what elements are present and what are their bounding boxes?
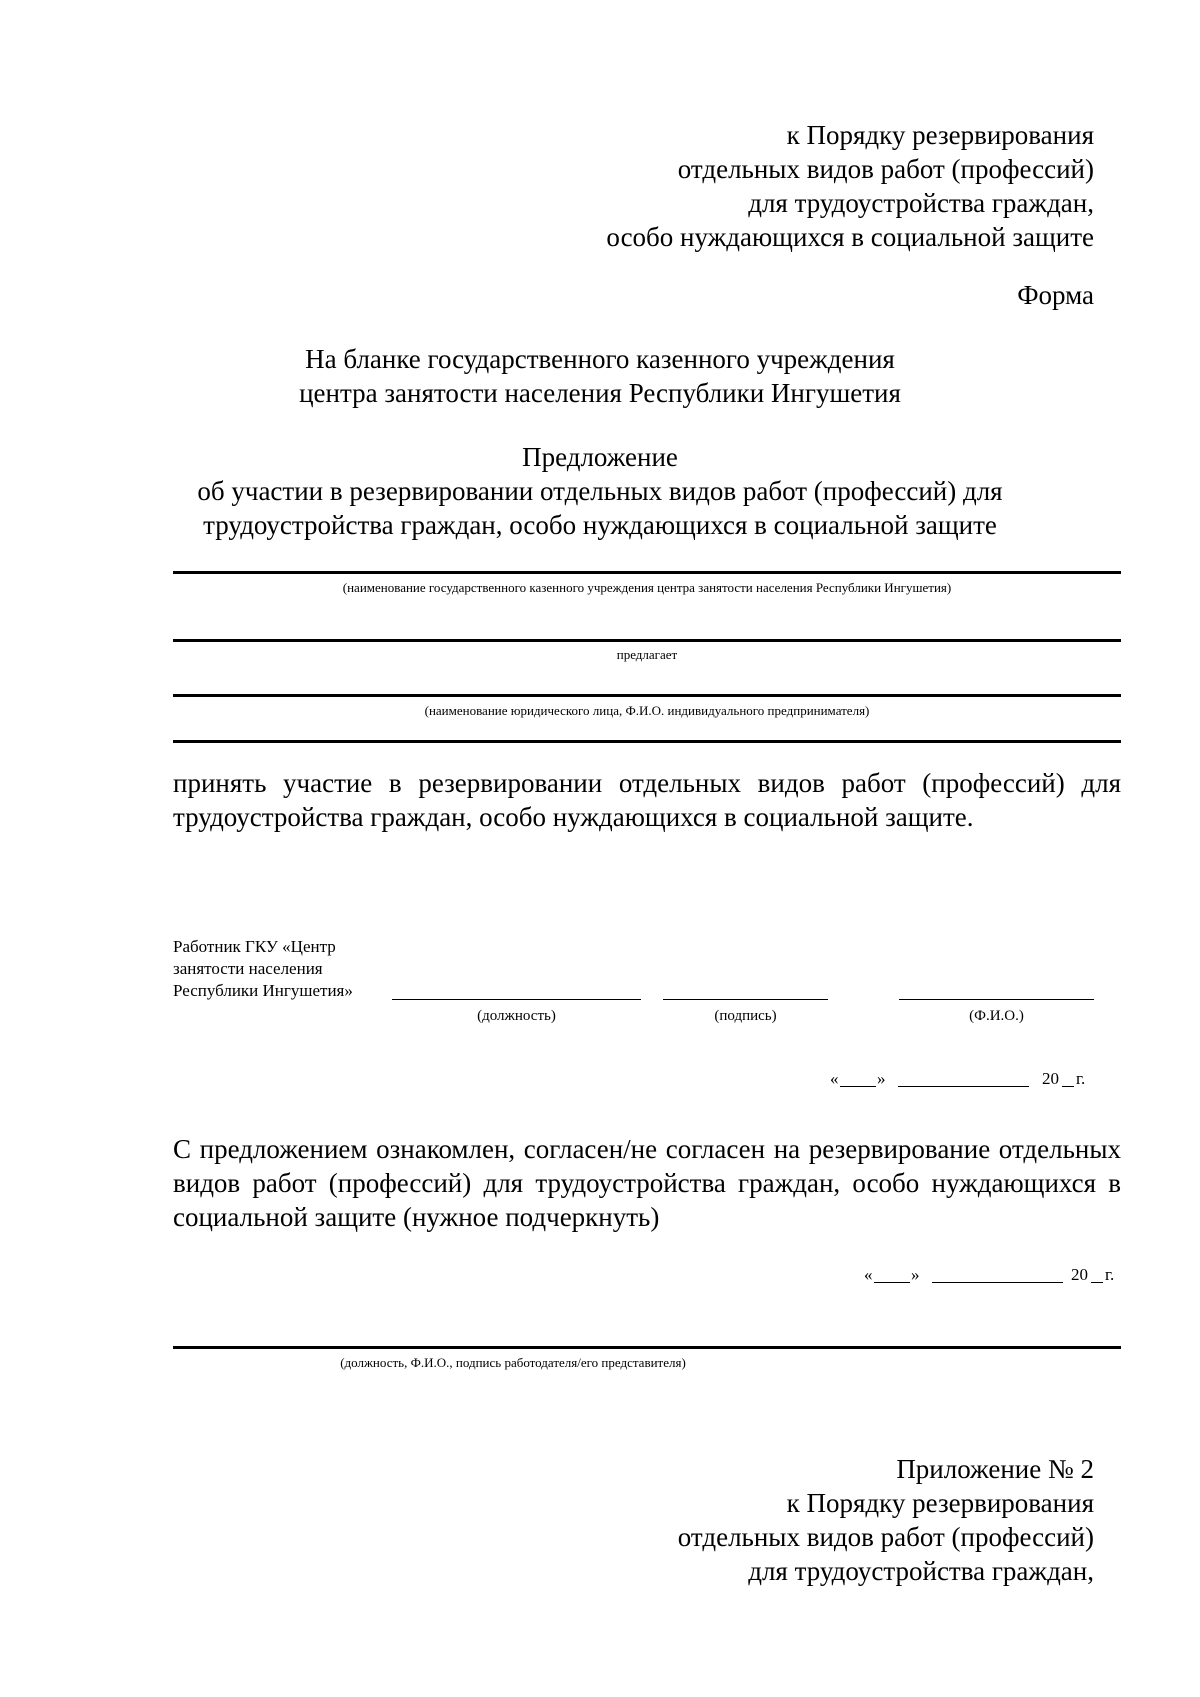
employer-name-line-2[interactable]	[173, 740, 1121, 743]
appendix-header	[394, 1452, 1094, 1588]
caption-name: (Ф.И.О.)	[969, 1008, 1024, 1024]
caption-institution: (наименование государственного казенного учреждения центра занятости населения Республики Ингушетия)	[342, 580, 952, 595]
date-close-quote: »	[877, 1069, 886, 1088]
year-blank[interactable]	[1062, 1086, 1074, 1087]
year-suffix: г.	[1105, 1265, 1115, 1284]
caption-employer-signature: (должность, Ф.И.О., подпись работодателя/его представителя)	[340, 1355, 686, 1370]
institution-name-line-2[interactable]	[173, 639, 1121, 642]
caption-signature: (подпись)	[714, 1008, 777, 1024]
header-line: особо нуждающихся в социальной защите	[606, 222, 1094, 252]
institution-name-line[interactable]	[173, 571, 1121, 574]
offer-paragraph: принять участие в резервировании отдельных видов работ (профессий) для трудоустройства граждан, особо нуждающихся в социальной защите.	[173, 768, 1121, 832]
year-prefix: 20	[1071, 1265, 1088, 1284]
appendix-title: Приложение № 2	[896, 1454, 1094, 1484]
worker-line: Республики Ингушетия»	[173, 981, 353, 1000]
year-suffix: г.	[1076, 1069, 1086, 1088]
appendix-line: отдельных видов работ (профессий)	[677, 1522, 1094, 1552]
day-blank[interactable]	[840, 1086, 876, 1087]
caption-offers: предлагает	[616, 647, 678, 662]
appendix-line: к Порядку резервирования	[786, 1488, 1094, 1518]
worker-line: Работник ГКУ «Центр	[173, 937, 336, 956]
letterhead-note	[170, 342, 1030, 410]
date-open-quote: «	[864, 1265, 873, 1284]
header-line: для трудоустройства граждан,	[748, 188, 1094, 218]
form-label: Форма	[1017, 280, 1094, 310]
date-field-2	[864, 1264, 1164, 1288]
date-close-quote: »	[911, 1265, 920, 1284]
title-line: об участии в резервировании отдельных видов работ (профессий) для	[197, 476, 1003, 506]
title-heading: Предложение	[522, 442, 678, 472]
letterhead-line: На бланке государственного казенного учреждения	[305, 344, 895, 374]
title-line: трудоустройства граждан, особо нуждающихся в социальной защите	[203, 510, 997, 540]
position-line[interactable]	[392, 999, 641, 1000]
caption-position: (должность)	[477, 1008, 556, 1024]
worker-label	[173, 936, 413, 1002]
header-line: к Порядку резервирования	[786, 120, 1094, 150]
appendix-line: для трудоустройства граждан,	[748, 1556, 1094, 1586]
header-line: отдельных видов работ (профессий)	[677, 154, 1094, 184]
date-open-quote: «	[830, 1069, 839, 1088]
document-title	[150, 440, 1050, 542]
header-reference	[394, 118, 1094, 254]
date-field-1	[830, 1068, 1130, 1092]
employer-signature-line[interactable]	[173, 1346, 1121, 1349]
day-blank[interactable]	[874, 1282, 910, 1283]
employer-name-line[interactable]	[173, 694, 1121, 697]
year-blank[interactable]	[1091, 1282, 1103, 1283]
fullname-line[interactable]	[899, 999, 1094, 1000]
year-prefix: 20	[1042, 1069, 1059, 1088]
letterhead-line: центра занятости населения Республики Ингушетия	[299, 378, 901, 408]
agreement-paragraph: С предложением ознакомлен, согласен/не согласен на резервирование отдельных видов работ (профессий) для трудоустройства граждан, особо нуждающихся в социальной защите (нужное подчеркнуть)	[173, 1134, 1121, 1232]
signature-line[interactable]	[663, 999, 828, 1000]
month-blank[interactable]	[898, 1086, 1029, 1087]
caption-employer: (наименование юридического лица, Ф.И.О. индивидуального предпринимателя)	[424, 703, 870, 718]
worker-line: занятости населения	[173, 959, 323, 978]
month-blank[interactable]	[932, 1282, 1063, 1283]
